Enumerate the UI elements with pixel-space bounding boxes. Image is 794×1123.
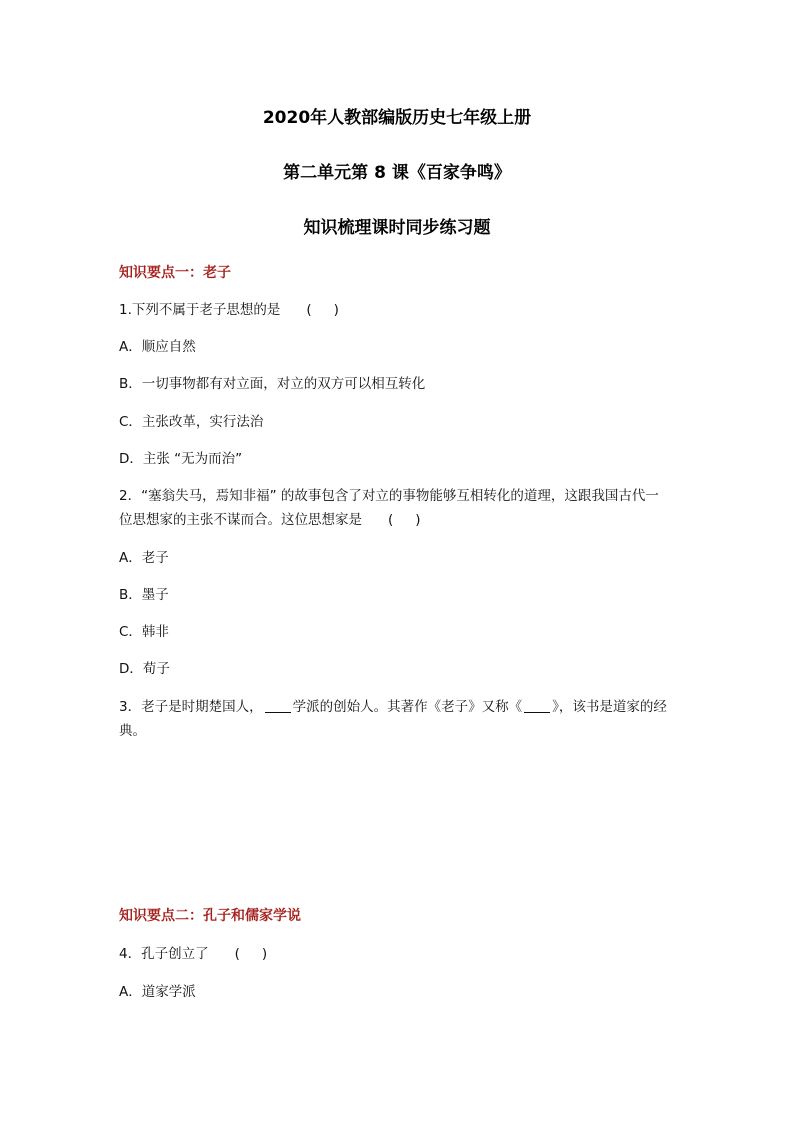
- question-4-text: 4．孔子创立了: [119, 946, 209, 962]
- question-2-option-c: C．韩非: [119, 624, 169, 640]
- question-3-line-2: 典。: [119, 723, 146, 739]
- question-4-stem: [119, 944, 267, 964]
- question-3-line-1: 3．老子是时期楚国人， 学派的创始人。其著作《老子》又称《 》，该书是道家的经: [119, 699, 667, 715]
- question-1-option-b: B．一切事物都有对立面，对立的双方可以相互转化: [119, 376, 426, 392]
- question-1-option-c: C．主张改革，实行法治: [119, 414, 264, 430]
- answer-paren: ( ): [306, 302, 339, 318]
- question-1-text: 1.下列不属于老子思想的是: [119, 302, 281, 318]
- question-2-stem-line-2: [119, 510, 421, 530]
- answer-paren: ( ): [388, 512, 421, 528]
- question-2-stem-line-1: 2．“塞翁失马，焉知非福” 的故事包含了对立的事物能够互相转化的道理，这跟我国古代一: [119, 488, 659, 504]
- question-4-option-a: A．道家学派: [119, 984, 196, 1000]
- question-2-option-b: B．墨子: [119, 587, 169, 603]
- question-1-stem: [119, 300, 339, 320]
- fill-blank: [265, 698, 291, 713]
- answer-paren: ( ): [234, 946, 268, 962]
- question-1-option-a: A．顺应自然: [119, 339, 196, 355]
- section-heading-confucius: 知识要点二：孔子和儒家学说: [119, 908, 301, 924]
- question-2-option-d: D．荀子: [119, 661, 170, 677]
- document-title: 2020年人教部编版历史七年级上册: [262, 108, 532, 128]
- exercise-title: 知识梳理课时同步练习题: [303, 218, 491, 238]
- question-2-text: 位思想家的主张不谋而合。这位思想家是: [119, 512, 362, 528]
- fill-blank: [524, 698, 550, 713]
- section-heading-laozi: 知识要点一：老子: [119, 265, 231, 281]
- question-1-option-d: D．主张 “无为而治”: [119, 451, 243, 467]
- question-2-option-a: A．老子: [119, 550, 169, 566]
- lesson-title: 第二单元第 8 课《百家争鸣》: [283, 163, 511, 183]
